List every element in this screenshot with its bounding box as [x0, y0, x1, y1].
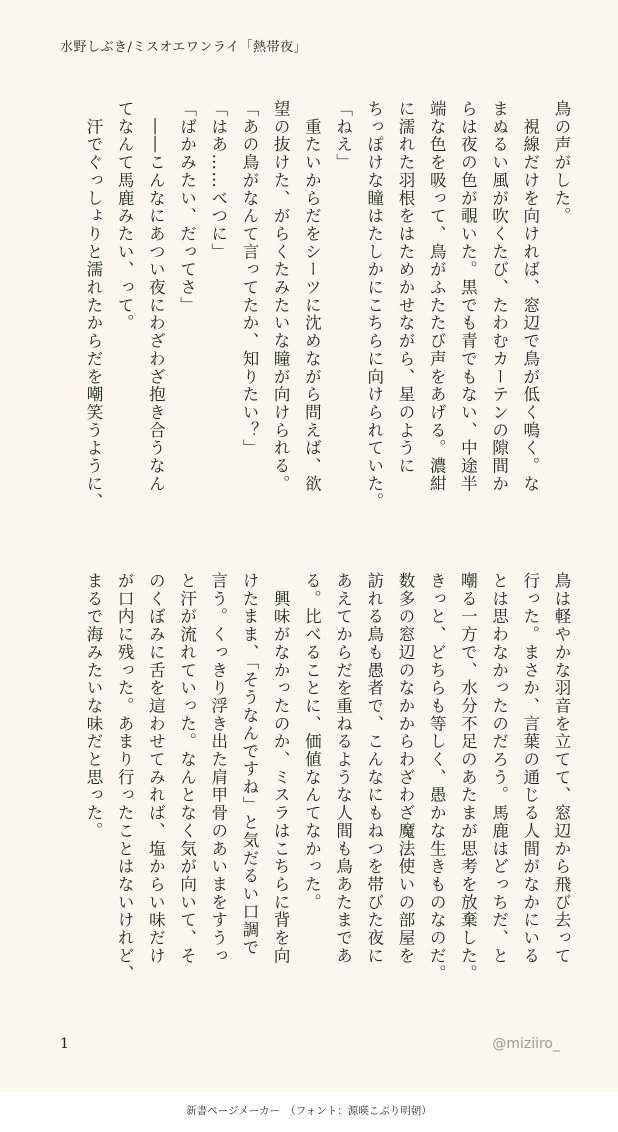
footer-credit: 新書ページメーカー （フォント：源暎こぶり明朝） [186, 1105, 432, 1117]
author-handle: @miziiro_ [492, 1036, 560, 1052]
page-title: 水野しぶき/ミスオエワンライ「熱帯夜」 [60, 40, 307, 55]
body-text-lower-column: 鳥は軽やかな羽音を立てて、窓辺から飛び去って 行った。まさか、言葉の通じる人間がなかにいる とは思わなかったのだろう。馬鹿はどっちだ、と 嘲る一方で、水分不足のあたまが思考を放棄した。 きっと、どちらも等しく、愚かな生きものなのだ。 数多の窓辺のなかからわざわざ魔法使いの部屋を 訪れる鳥も愚者で、こんなにもねつを帯びた夜に あえてからだを重ねるような人間も鳥あたまであ る。比べることに、価値なんてなかった。 興味がなかったのか、ミスラはこちらに背を向 けたまま、「そうなんですね」と気だるい口調で 言う。くっきり浮き出た肩甲骨のあいまをすうっ と汗が流れていった。なんとなく気が向いて、そ のくぼみに舌を這わせてみれば、塩からい味だけ が口内に残った。あまり行ったことはないけれど、 まるで海みたいな味だと思った。 [83, 572, 571, 983]
page-number: 1 [60, 1036, 69, 1052]
body-text-upper-column: 鳥の声がした。 視線だけを向ければ、窓辺で鳥が低く鳴く。な まぬるい風が吹くたび、たわむカーテンの隙間か らは夜の色が覗いた。黒でも青でもない、中途半 端な色を吸って、鳥がふたたび声をあげる。濃紺 に濡れた羽根をはためかせながら、星のように ちっぽけな瞳はたしかにこちらに向けられていた。 「ねえ」 重たいからだをシーツに沈めながら問えば、欲 望の抜けた、がらくたみたいな瞳が向けられる。 「あの鳥がなんて言ってたか、知りたい？」 「はあ……べつに」 「ばかみたい、だってさ」 ――こんなにあつい夜にわざわざ抱き合うなん てなんて馬鹿みたい、って。 汗でぐっしょりと濡れたからだを嘲笑うように、 [83, 100, 571, 511]
